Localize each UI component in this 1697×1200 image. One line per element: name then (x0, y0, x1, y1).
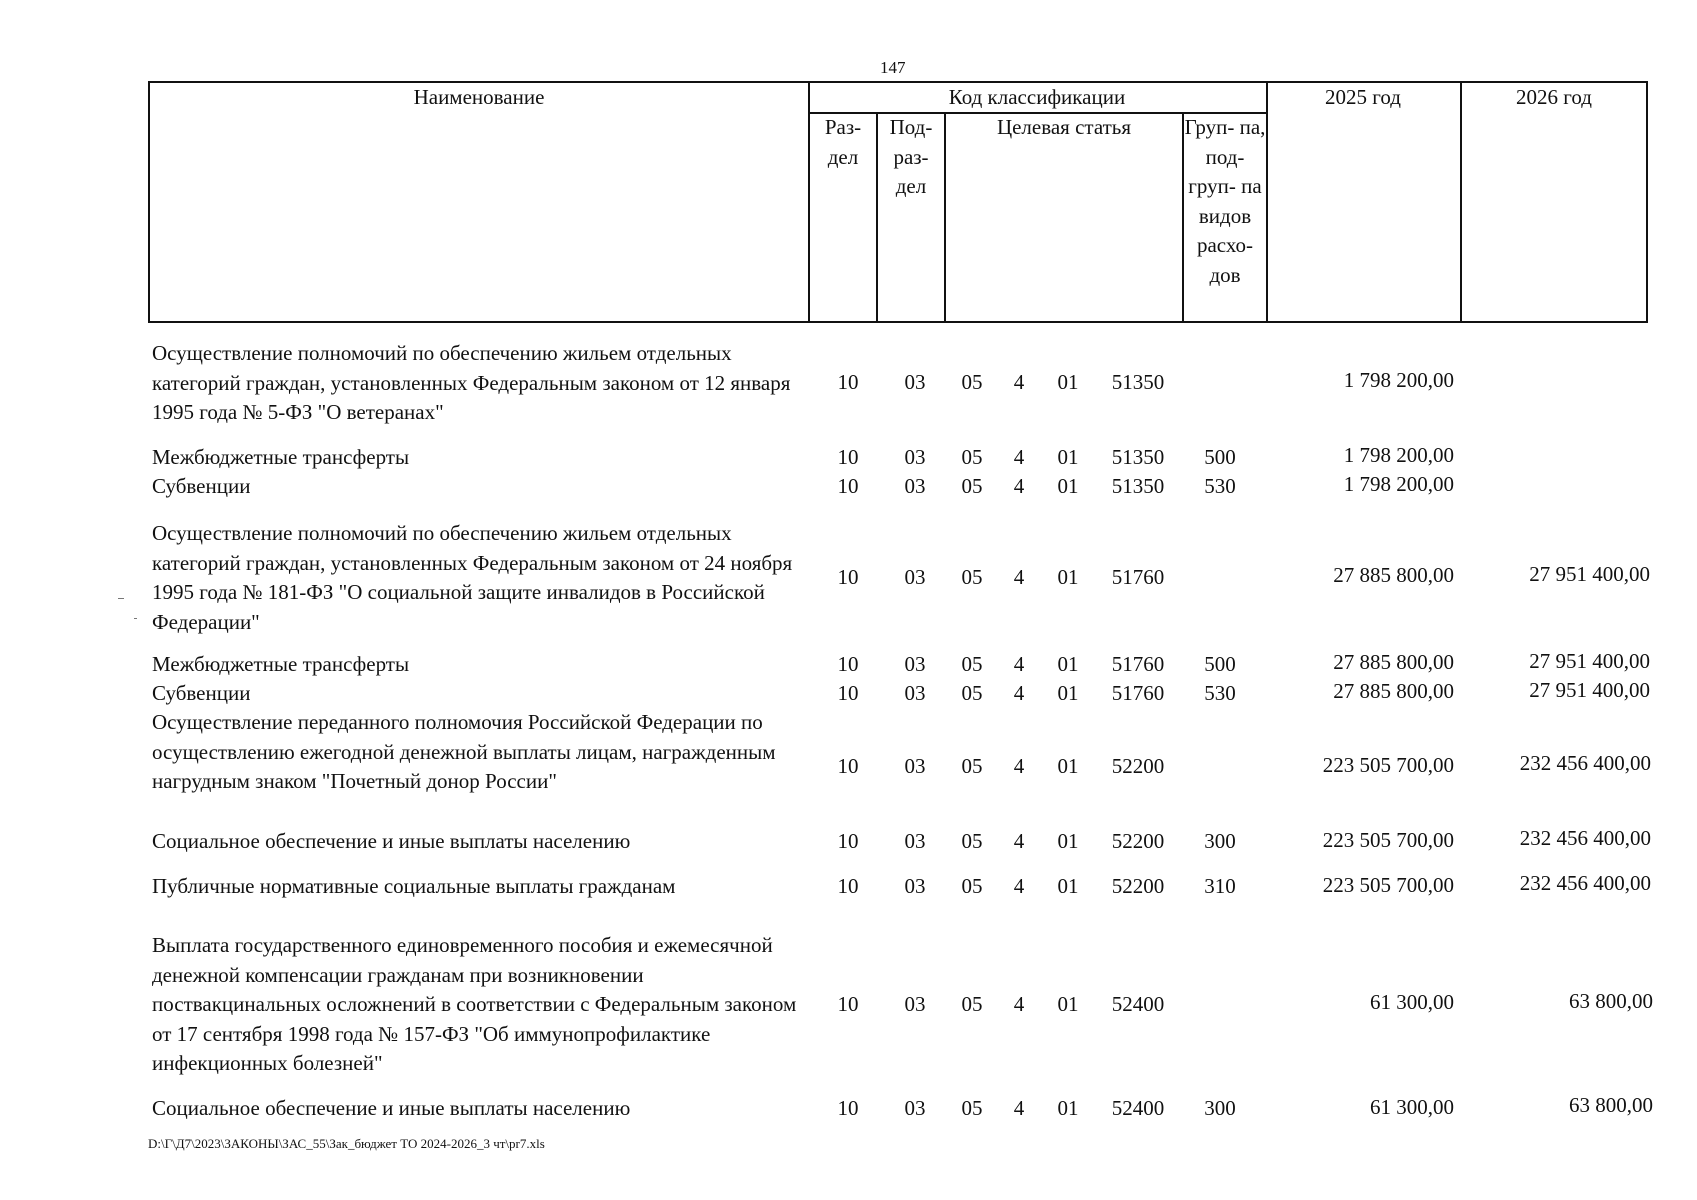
scan-artifact (118, 598, 124, 599)
header-name: Наименование (413, 85, 545, 109)
header-podrazdel: Под- раз- дел (889, 115, 933, 198)
cell-amount-2026: 232 456 400,00 (1519, 826, 1651, 850)
cell-target-subprogram: 4 (1013, 370, 1025, 394)
row-name: Межбюджетные трансферты (152, 445, 410, 469)
cell-amount-2025: 61 300,00 (1370, 1095, 1454, 1119)
cell-podrazdel: 03 (904, 370, 926, 394)
cell-target-program: 05 (961, 652, 983, 676)
cell-amount-2026: 63 800,00 (1569, 1093, 1653, 1117)
cell-target-event: 01 (1057, 754, 1079, 778)
cell-target-program: 05 (961, 370, 983, 394)
cell-expense-group: 310 (1204, 874, 1236, 898)
cell-target-code: 52400 (1111, 992, 1165, 1016)
cell-target-event: 01 (1057, 681, 1079, 705)
cell-target-code: 52200 (1111, 754, 1165, 778)
cell-podrazdel: 03 (904, 754, 926, 778)
cell-expense-group: 530 (1204, 681, 1236, 705)
cell-amount-2025: 1 798 200,00 (1343, 472, 1454, 496)
cell-target-code: 51760 (1111, 652, 1165, 676)
cell-target-subprogram: 4 (1013, 874, 1025, 898)
header-divider (1460, 83, 1462, 321)
cell-target-program: 05 (961, 992, 983, 1016)
cell-razdel: 10 (837, 370, 859, 394)
cell-target-event: 01 (1057, 565, 1079, 589)
cell-target-program: 05 (961, 754, 983, 778)
cell-amount-2026: 232 456 400,00 (1519, 751, 1651, 775)
row-name: Осуществление полномочий по обеспечению жильем отдельных категорий граждан, установленных Федеральным законом от 24 ноября 1995 года № 181-ФЗ "О социальной защите инвалидов в Российской Федерации" (152, 521, 793, 634)
cell-target-event: 01 (1057, 874, 1079, 898)
cell-expense-group: 500 (1204, 652, 1236, 676)
cell-amount-2025: 27 885 800,00 (1333, 563, 1454, 587)
row-name: Публичные нормативные социальные выплаты гражданам (152, 874, 676, 898)
header-divider (1266, 83, 1268, 321)
cell-target-event: 01 (1057, 474, 1079, 498)
cell-amount-2026: 27 951 400,00 (1529, 649, 1650, 673)
header-code: Код классификации (948, 85, 1126, 109)
row-name: Выплата государственного единовременного пособия и ежемесячной денежной компенсации гражданам при возникновении поствакцинальных осложнений в соответствии с Федеральным законом от 17 сентября 1998 года № 157-ФЗ "Об иммунопрофилактике инфекционных болезней" (152, 933, 797, 1075)
cell-amount-2025: 27 885 800,00 (1333, 679, 1454, 703)
row-name: Межбюджетные трансферты (152, 652, 410, 676)
header-year-2026: 2026 год (1516, 85, 1592, 109)
cell-target-subprogram: 4 (1013, 474, 1025, 498)
cell-target-subprogram: 4 (1013, 681, 1025, 705)
cell-razdel: 10 (837, 1096, 859, 1120)
cell-podrazdel: 03 (904, 992, 926, 1016)
cell-target-program: 05 (961, 1096, 983, 1120)
cell-podrazdel: 03 (904, 565, 926, 589)
cell-razdel: 10 (837, 445, 859, 469)
cell-podrazdel: 03 (904, 445, 926, 469)
cell-razdel: 10 (837, 829, 859, 853)
cell-target-subprogram: 4 (1013, 992, 1025, 1016)
cell-target-event: 01 (1057, 370, 1079, 394)
cell-amount-2025: 27 885 800,00 (1333, 650, 1454, 674)
cell-razdel: 10 (837, 652, 859, 676)
cell-amount-2026: 232 456 400,00 (1519, 871, 1651, 895)
table-header (148, 81, 1648, 323)
cell-target-code: 52400 (1111, 1096, 1165, 1120)
row-name: Осуществление переданного полномочия Российской Федерации по осуществлению ежегодной денежной выплаты лицам, награжденным нагрудным знаком "Почетный донор России" (152, 710, 776, 793)
cell-expense-group: 300 (1204, 1096, 1236, 1120)
cell-target-program: 05 (961, 829, 983, 853)
cell-target-subprogram: 4 (1013, 565, 1025, 589)
header-year-2025: 2025 год (1325, 85, 1401, 109)
cell-razdel: 10 (837, 992, 859, 1016)
row-name: Осуществление полномочий по обеспечению жильем отдельных категорий граждан, установленных Федеральным законом от 12 января 1995 года № 5-ФЗ "О ветеранах" (152, 341, 791, 424)
cell-target-event: 01 (1057, 1096, 1079, 1120)
footer-file-path: D:\Г\Д7\2023\ЗАКОНЫ\ЗАС_55\Зак_бюджет ТО 2024-2026_3 чт\pr7.xls (148, 1136, 545, 1151)
cell-razdel: 10 (837, 474, 859, 498)
header-gruppa: Груп- па, под- груп- па видов расхо- дов (1184, 115, 1266, 287)
cell-expense-group: 530 (1204, 474, 1236, 498)
cell-amount-2025: 1 798 200,00 (1343, 368, 1454, 392)
cell-podrazdel: 03 (904, 829, 926, 853)
cell-target-event: 01 (1057, 652, 1079, 676)
cell-expense-group: 300 (1204, 829, 1236, 853)
cell-podrazdel: 03 (904, 474, 926, 498)
header-celevaya: Целевая статья (996, 115, 1132, 139)
cell-target-program: 05 (961, 445, 983, 469)
cell-amount-2025: 223 505 700,00 (1322, 753, 1454, 777)
row-name: Субвенции (152, 474, 251, 498)
cell-target-event: 01 (1057, 992, 1079, 1016)
cell-target-program: 05 (961, 474, 983, 498)
cell-amount-2026: 27 951 400,00 (1529, 562, 1650, 586)
cell-target-program: 05 (961, 681, 983, 705)
cell-amount-2025: 1 798 200,00 (1343, 443, 1454, 467)
cell-target-event: 01 (1057, 445, 1079, 469)
cell-target-subprogram: 4 (1013, 829, 1025, 853)
cell-target-program: 05 (961, 565, 983, 589)
cell-podrazdel: 03 (904, 874, 926, 898)
cell-podrazdel: 03 (904, 1096, 926, 1120)
cell-target-subprogram: 4 (1013, 1096, 1025, 1120)
cell-podrazdel: 03 (904, 652, 926, 676)
cell-target-code: 52200 (1111, 874, 1165, 898)
page-number: 147 (880, 58, 906, 77)
cell-target-code: 52200 (1111, 829, 1165, 853)
row-name: Социальное обеспечение и иные выплаты населению (152, 829, 631, 853)
cell-target-code: 51350 (1111, 445, 1165, 469)
cell-target-code: 51350 (1111, 370, 1165, 394)
row-name: Субвенции (152, 681, 251, 705)
cell-expense-group: 500 (1204, 445, 1236, 469)
cell-target-subprogram: 4 (1013, 754, 1025, 778)
cell-target-subprogram: 4 (1013, 652, 1025, 676)
cell-target-code: 51760 (1111, 681, 1165, 705)
cell-amount-2026: 63 800,00 (1569, 989, 1653, 1013)
cell-amount-2025: 61 300,00 (1370, 990, 1454, 1014)
cell-razdel: 10 (837, 681, 859, 705)
row-name: Социальное обеспечение и иные выплаты населению (152, 1096, 631, 1120)
header-razdel: Раз- дел (824, 115, 862, 169)
cell-amount-2025: 223 505 700,00 (1322, 828, 1454, 852)
cell-razdel: 10 (837, 565, 859, 589)
cell-amount-2026: 27 951 400,00 (1529, 678, 1650, 702)
cell-target-code: 51350 (1111, 474, 1165, 498)
cell-target-event: 01 (1057, 829, 1079, 853)
cell-target-program: 05 (961, 874, 983, 898)
cell-razdel: 10 (837, 874, 859, 898)
cell-podrazdel: 03 (904, 681, 926, 705)
cell-target-subprogram: 4 (1013, 445, 1025, 469)
cell-target-code: 51760 (1111, 565, 1165, 589)
cell-amount-2025: 223 505 700,00 (1322, 873, 1454, 897)
header-divider (944, 112, 946, 321)
cell-razdel: 10 (837, 754, 859, 778)
scan-artifact (134, 618, 137, 619)
